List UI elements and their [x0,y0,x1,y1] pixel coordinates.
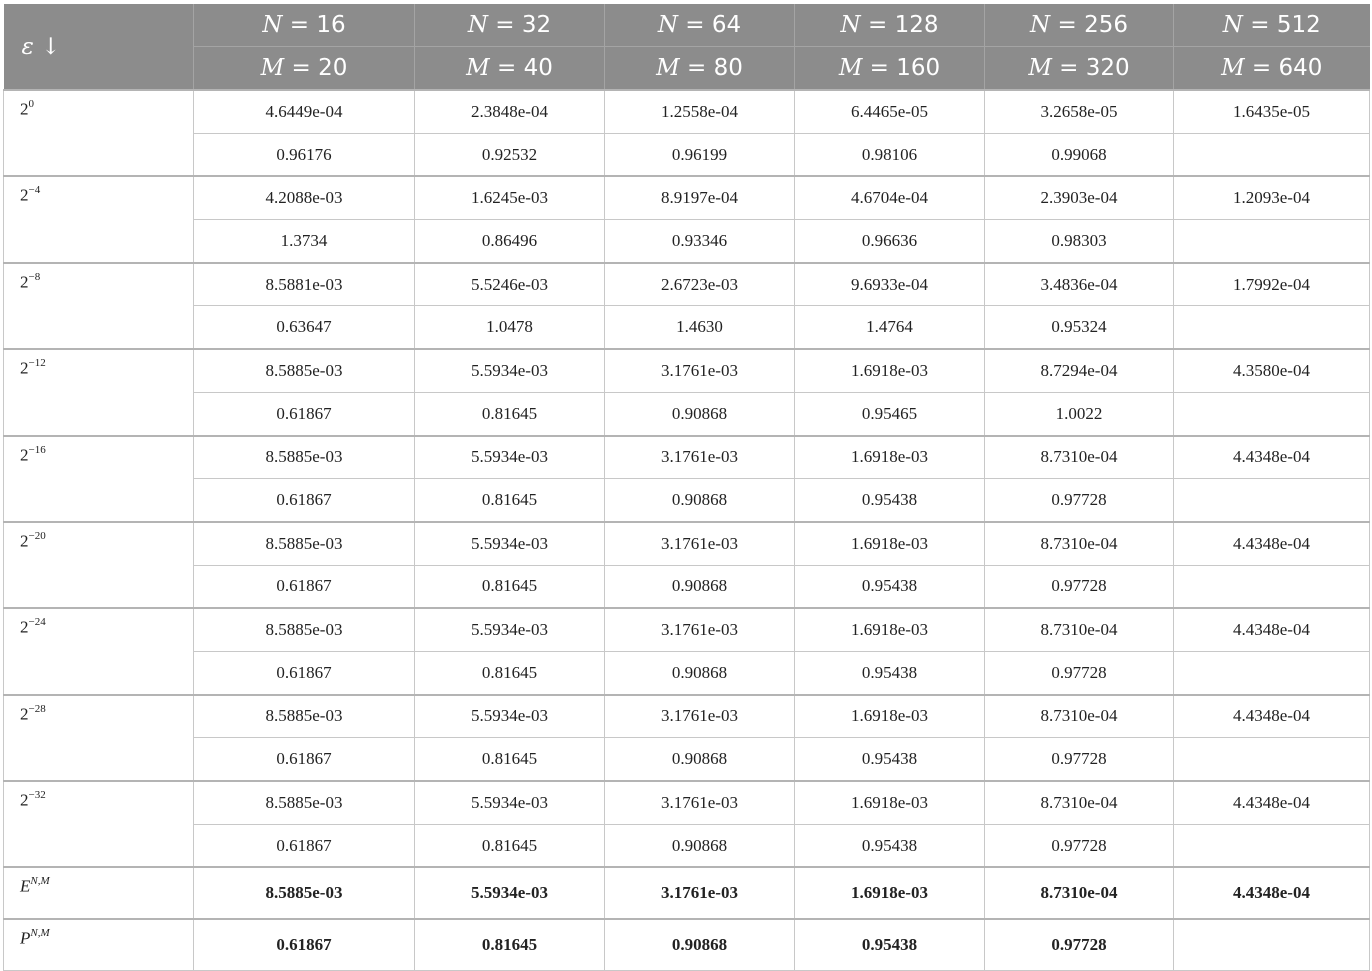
rate-cell: 1.0478 [415,306,605,349]
error-cell: 8.5885e-03 [194,522,415,565]
rate-cell [1174,824,1370,867]
error-cell: 2.3903e-04 [985,176,1174,219]
error-cell: 3.1761e-03 [605,522,795,565]
rate-cell: 0.96176 [194,133,415,176]
epsilon-exponent: −16 [28,443,46,456]
error-cell: 8.5885e-03 [194,349,415,392]
p-label-sup: N,M [30,927,50,940]
header-m: M = 320 [985,47,1174,91]
epsilon-label [4,263,194,349]
epsilon-label [4,436,194,522]
rate-cell: 0.63647 [194,306,415,349]
rate-cell: 0.90868 [605,738,795,781]
rate-cell: 0.95438 [795,651,985,694]
rate-cell: 0.61867 [194,651,415,694]
table-row-error [4,90,1370,133]
error-cell: 8.7310e-04 [985,608,1174,651]
error-cell: 1.6918e-03 [795,436,985,479]
epsilon-base: 2 [20,272,29,292]
error-cell: 3.1761e-03 [605,781,795,824]
error-cell: 9.6933e-04 [795,263,985,306]
summary-row-e [4,867,1370,919]
rate-cell: 0.95438 [795,824,985,867]
error-cell: 2.6723e-03 [605,263,795,306]
rate-cell [1174,651,1370,694]
error-cell: 5.5934e-03 [415,781,605,824]
error-cell: 8.5885e-03 [194,608,415,651]
error-cell: 5.5934e-03 [415,608,605,651]
error-cell: 4.4348e-04 [1174,781,1370,824]
epsilon-exponent: −4 [28,184,41,197]
epsilon-exponent: −28 [28,702,46,715]
rate-cell: 1.0022 [985,392,1174,435]
rate-cell: 0.97728 [985,479,1174,522]
epsilon-base: 2 [20,531,29,551]
rate-cell: 0.81645 [415,738,605,781]
rate-cell: 0.61867 [194,565,415,608]
error-cell: 1.6918e-03 [795,608,985,651]
header-m: M = 80 [605,47,795,91]
header-n: N = 128 [795,4,985,47]
epsilon-label [4,695,194,781]
header-n: N = 32 [415,4,605,47]
error-cell: 6.4465e-05 [795,90,985,133]
summary-cell: 0.81645 [415,919,605,970]
table-row-rate [4,565,1370,608]
error-cell: 4.2088e-03 [194,176,415,219]
rate-cell: 0.81645 [415,392,605,435]
rate-cell: 0.92532 [415,133,605,176]
table-row-error [4,695,1370,738]
error-cell: 5.5934e-03 [415,522,605,565]
error-cell: 1.6918e-03 [795,522,985,565]
rate-cell [1174,738,1370,781]
error-cell: 1.6435e-05 [1174,90,1370,133]
epsilon-base: 2 [20,99,29,119]
summary-cell: 4.4348e-04 [1174,867,1370,919]
rate-cell: 0.97728 [985,824,1174,867]
p-label-base: P [20,928,31,948]
e-label [4,867,194,919]
table-body [4,90,1370,970]
rate-cell [1174,392,1370,435]
summary-cell: 0.90868 [605,919,795,970]
rate-cell: 0.93346 [605,220,795,263]
error-cell: 5.5934e-03 [415,436,605,479]
rate-cell [1174,133,1370,176]
epsilon-exponent: −8 [28,270,41,283]
epsilon-base: 2 [20,704,29,724]
rate-cell: 0.61867 [194,392,415,435]
rate-cell [1174,306,1370,349]
summary-cell: 5.5934e-03 [415,867,605,919]
header-n: N = 256 [985,4,1174,47]
error-cell: 8.5885e-03 [194,695,415,738]
table-row-rate [4,392,1370,435]
rate-cell: 0.61867 [194,824,415,867]
rate-cell: 1.4630 [605,306,795,349]
header-n: N = 512 [1174,4,1370,47]
table-row-error [4,176,1370,219]
table-row-error [4,436,1370,479]
rate-cell: 0.98106 [795,133,985,176]
header-m: M = 160 [795,47,985,91]
error-cell: 5.5934e-03 [415,695,605,738]
rate-cell: 0.81645 [415,651,605,694]
epsilon-label [4,90,194,176]
summary-cell [1174,919,1370,970]
epsilon-label [4,349,194,435]
epsilon-label [4,176,194,262]
error-cell: 3.1761e-03 [605,436,795,479]
rate-cell: 0.61867 [194,738,415,781]
epsilon-exponent: −20 [28,529,46,542]
epsilon-header: ε ↓ [4,4,194,90]
error-cell: 8.5881e-03 [194,263,415,306]
header-m: M = 640 [1174,47,1370,91]
error-cell: 4.4348e-04 [1174,608,1370,651]
error-cell: 8.7310e-04 [985,436,1174,479]
summary-cell: 0.95438 [795,919,985,970]
epsilon-exponent: −24 [28,616,46,629]
table-row-rate [4,479,1370,522]
error-cell: 4.4348e-04 [1174,436,1370,479]
epsilon-exponent: −12 [28,357,46,370]
error-cell: 4.6449e-04 [194,90,415,133]
summary-row-p [4,919,1370,970]
error-cell: 8.7310e-04 [985,695,1174,738]
summary-cell: 8.5885e-03 [194,867,415,919]
rate-cell [1174,565,1370,608]
rate-cell: 1.4764 [795,306,985,349]
error-cell: 1.2558e-04 [605,90,795,133]
epsilon-label [4,608,194,694]
header-n: N = 64 [605,4,795,47]
epsilon-label [4,522,194,608]
rate-cell: 0.97728 [985,651,1174,694]
error-cell: 3.4836e-04 [985,263,1174,306]
table-row-error [4,608,1370,651]
rate-cell [1174,479,1370,522]
error-cell: 8.7310e-04 [985,781,1174,824]
table-row-error [4,349,1370,392]
rate-cell: 1.3734 [194,220,415,263]
table-row-rate [4,220,1370,263]
rate-cell: 0.90868 [605,651,795,694]
error-cell: 3.2658e-05 [985,90,1174,133]
rate-cell: 0.98303 [985,220,1174,263]
table-row-error [4,263,1370,306]
error-cell: 8.7294e-04 [985,349,1174,392]
rate-cell: 0.97728 [985,565,1174,608]
rate-cell: 0.95438 [795,565,985,608]
p-label [4,919,194,970]
rate-cell: 0.95324 [985,306,1174,349]
table-row-error [4,522,1370,565]
rate-cell: 0.90868 [605,392,795,435]
epsilon-exponent: 0 [28,98,34,110]
epsilon-base: 2 [20,617,29,637]
rate-cell: 0.81645 [415,479,605,522]
rate-cell: 0.61867 [194,479,415,522]
error-cell: 8.5885e-03 [194,436,415,479]
table-row-rate [4,651,1370,694]
rate-cell: 0.95465 [795,392,985,435]
error-cell: 4.4348e-04 [1174,522,1370,565]
table-row-rate [4,824,1370,867]
rate-cell: 0.97728 [985,738,1174,781]
error-cell: 8.5885e-03 [194,781,415,824]
summary-cell: 8.7310e-04 [985,867,1174,919]
summary-cell: 0.97728 [985,919,1174,970]
rate-cell: 0.95438 [795,738,985,781]
error-cell: 1.2093e-04 [1174,176,1370,219]
error-cell: 3.1761e-03 [605,608,795,651]
table-row-rate [4,738,1370,781]
rate-cell: 0.81645 [415,824,605,867]
header-m: M = 20 [194,47,415,91]
error-cell: 4.4348e-04 [1174,695,1370,738]
error-cell: 4.6704e-04 [795,176,985,219]
rate-cell: 0.90868 [605,479,795,522]
error-cell: 1.6918e-03 [795,781,985,824]
table-row-error [4,781,1370,824]
table-header [4,4,1370,90]
rate-cell [1174,220,1370,263]
summary-cell: 3.1761e-03 [605,867,795,919]
rate-cell: 0.96199 [605,133,795,176]
epsilon-base: 2 [20,186,29,206]
error-cell: 2.3848e-04 [415,90,605,133]
rate-cell: 0.81645 [415,565,605,608]
rate-cell: 0.90868 [605,824,795,867]
header-n: N = 16 [194,4,415,47]
table-row-rate [4,306,1370,349]
summary-cell: 1.6918e-03 [795,867,985,919]
error-cell: 8.9197e-04 [605,176,795,219]
header-m: M = 40 [415,47,605,91]
error-cell: 1.6245e-03 [415,176,605,219]
error-cell: 5.5934e-03 [415,349,605,392]
epsilon-base: 2 [20,445,29,465]
e-label-sup: N,M [30,875,50,888]
error-cell: 4.3580e-04 [1174,349,1370,392]
rate-cell: 0.86496 [415,220,605,263]
e-label-base: E [20,877,31,897]
epsilon-exponent: −32 [28,789,46,801]
rate-cell: 0.99068 [985,133,1174,176]
summary-cell: 0.61867 [194,919,415,970]
error-cell: 1.7992e-04 [1174,263,1370,306]
error-cell: 8.7310e-04 [985,522,1174,565]
error-cell: 3.1761e-03 [605,349,795,392]
error-cell: 3.1761e-03 [605,695,795,738]
error-cell: 1.6918e-03 [795,695,985,738]
epsilon-base: 2 [20,790,29,810]
rate-cell: 0.95438 [795,479,985,522]
error-table [3,4,1370,971]
error-cell: 1.6918e-03 [795,349,985,392]
epsilon-label [4,781,194,867]
rate-cell: 0.90868 [605,565,795,608]
error-cell: 5.5246e-03 [415,263,605,306]
rate-cell: 0.96636 [795,220,985,263]
table-row-rate [4,133,1370,176]
epsilon-base: 2 [20,358,29,378]
